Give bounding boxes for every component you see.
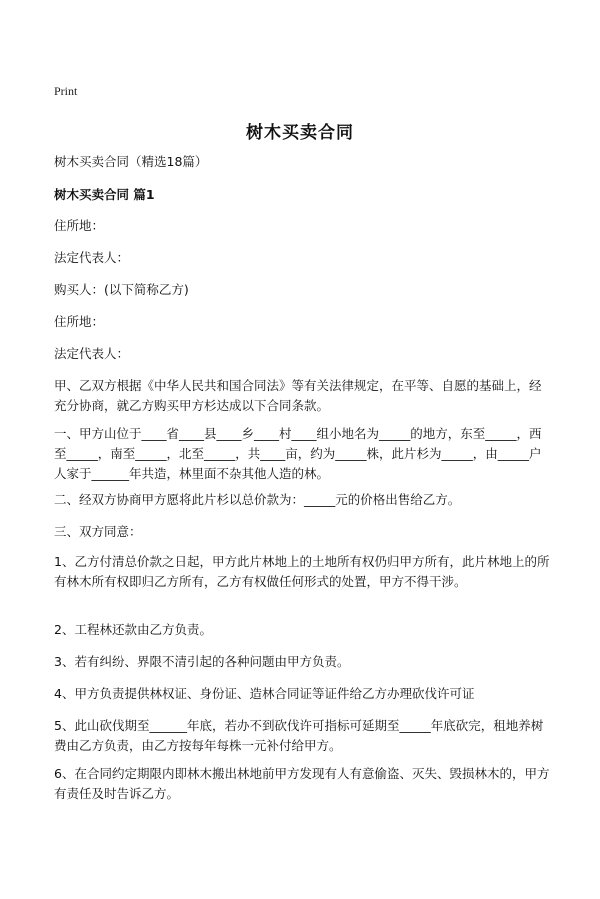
- paragraph-item-5: 5、此山砍伐期至______年底，若办不到砍伐许可指标可延期至_____年底砍完，租地养树费由乙方负责，由乙方按每年每株一元补付给甲方。: [54, 718, 544, 753]
- paragraph-residence-2: 住所地：: [54, 314, 105, 329]
- paragraph-residence: 住所地：: [54, 218, 105, 233]
- paragraph-buyer: 购买人：(以下简称乙方): [54, 282, 189, 297]
- paragraph-item-3: 3、若有纠纷、界限不清引起的各种问题由甲方负责。: [54, 654, 350, 669]
- paragraph-legal-rep-2: 法定代表人：: [54, 346, 130, 361]
- paragraph-legal-rep: 法定代表人：: [54, 250, 130, 265]
- section-heading: 树木买卖合同 篇1: [54, 187, 155, 202]
- paragraph-clause-3: 三、双方同意：: [54, 524, 142, 539]
- paragraph-item-2: 2、工程林还款由乙方负责。: [54, 622, 212, 637]
- document-title: 树木买卖合同: [246, 123, 354, 143]
- paragraph-clause-1: 一、甲方山位于____省____县____乡____村____组小地名为_____的地方，东至_____，西至_____，南至_____，北至_____，共____亩，约为_____株，此片杉为_____，由_____户人家于______年共造，林里面不杂其他人造的林。: [54, 426, 542, 481]
- paragraph-preamble: 甲、乙双方根据《中华人民共和国合同法》等有关法律规定，在平等、自愿的基础上，经充分协商，就乙方购买甲方杉达成以下合同条款。: [54, 378, 542, 413]
- paragraph-clause-2: 二、经双方协商甲方愿将此片杉以总价款为：_____元的价格出售给乙方。: [54, 492, 461, 507]
- paragraph-item-1: 1、乙方付清总价款之日起，甲方此片林地上的土地所有权仍归甲方所有，此片林地上的所有林木所有权即归乙方所有，乙方有权做任何形式的处置，甲方不得干涉。: [54, 554, 550, 589]
- paragraph-item-6: 6、在合同约定期限内即林木搬出林地前甲方发现有人有意偷盗、灭失、毁损林木的，甲方有责任及时告诉乙方。: [54, 766, 550, 801]
- paragraph-item-4: 4、甲方负责提供林权证、身份证、造林合同证等证件给乙方办理砍伐许可证: [54, 686, 475, 701]
- document-subtitle: 树木买卖合同（精选18篇）: [54, 154, 208, 169]
- print-label: Print: [54, 84, 78, 98]
